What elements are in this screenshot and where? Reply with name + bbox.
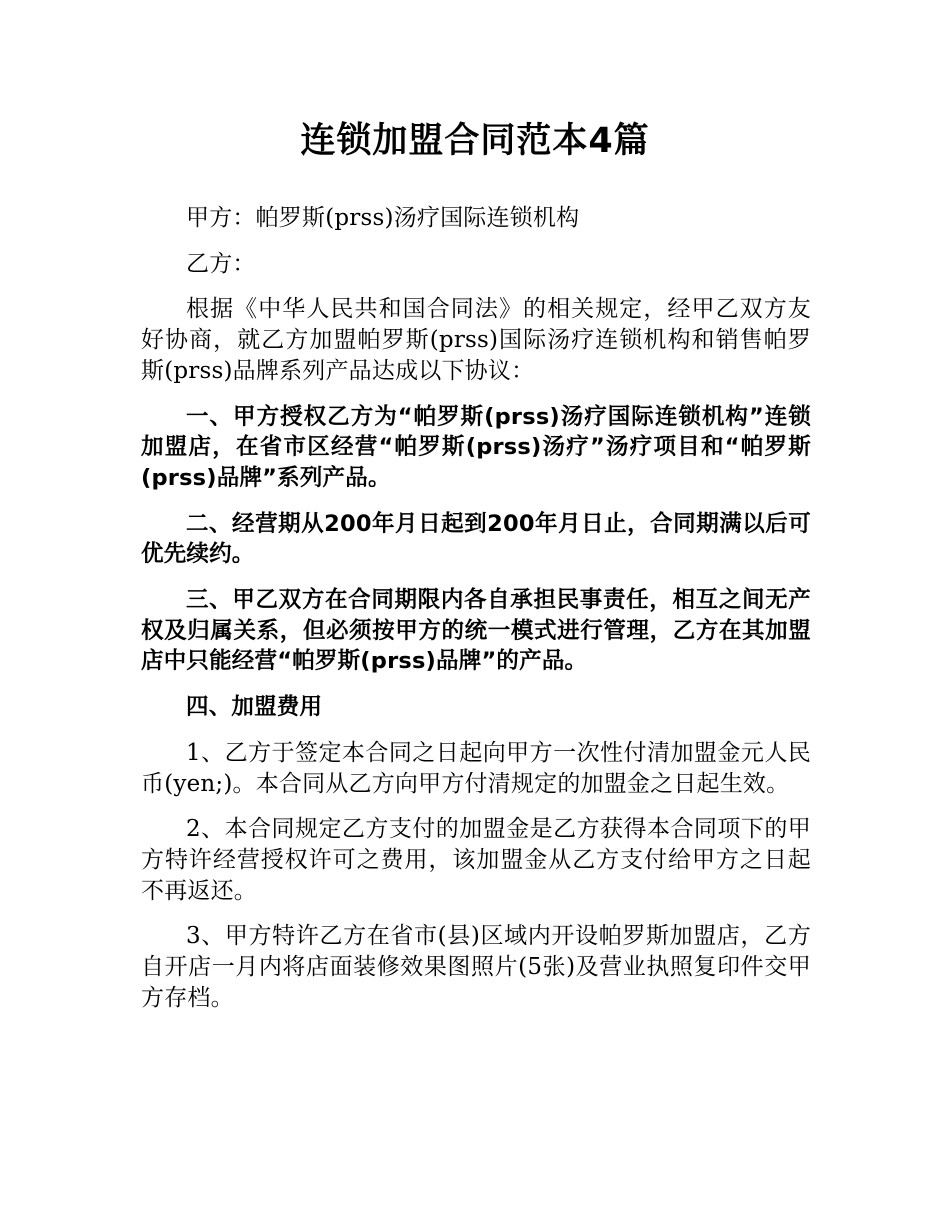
clause-3-responsibility: 三、甲乙双方在合同期限内各自承担民事责任，相互之间无产权及归属关系，但必须按甲方的统一模式进行管理，乙方在其加盟店中只能经营“帕罗斯(prss)品牌”的产品。 [141,587,811,675]
paragraph-preamble: 根据《中华人民共和国合同法》的相关规定，经甲乙双方友好协商，就乙方加盟帕罗斯(prss)国际汤疗连锁机构和销售帕罗斯(prss)品牌系列产品达成以下协议： [141,296,811,384]
paragraph-party-b: 乙方： [186,250,256,277]
fee-item-3: 3、甲方特许乙方在省市(县)区域内开设帕罗斯加盟店，乙方自开店一月内将店面装修效果图照片(5张)及营业执照复印件交甲方存档。 [141,923,811,1011]
clause-2-term: 二、经营期从200年月日起到200年月日止，合同期满以后可优先续约。 [141,510,811,568]
fee-item-1: 1、乙方于签定本合同之日起向甲方一次性付清加盟金元人民币(yen;)。本合同从乙方向甲方付清规定的加盟金之日起生效。 [141,739,811,797]
clause-4-heading-fees: 四、加盟费用 [186,694,323,721]
document-title: 连锁加盟合同范本4篇 [300,121,650,161]
fee-item-2: 2、本合同规定乙方支付的加盟金是乙方获得本合同项下的甲方特许经营授权许可之费用，该加盟金从乙方支付给甲方之日起不再返还。 [141,816,811,904]
document-body [141,203,811,1028]
clause-1-authorization: 一、甲方授权乙方为“帕罗斯(prss)汤疗国际连锁机构”连锁加盟店，在省市区经营“帕罗斯(prss)汤疗”汤疗项目和“帕罗斯(prss)品牌”系列产品。 [141,403,811,491]
paragraph-party-a: 甲方：帕罗斯(prss)汤疗国际连锁机构 [186,205,580,231]
